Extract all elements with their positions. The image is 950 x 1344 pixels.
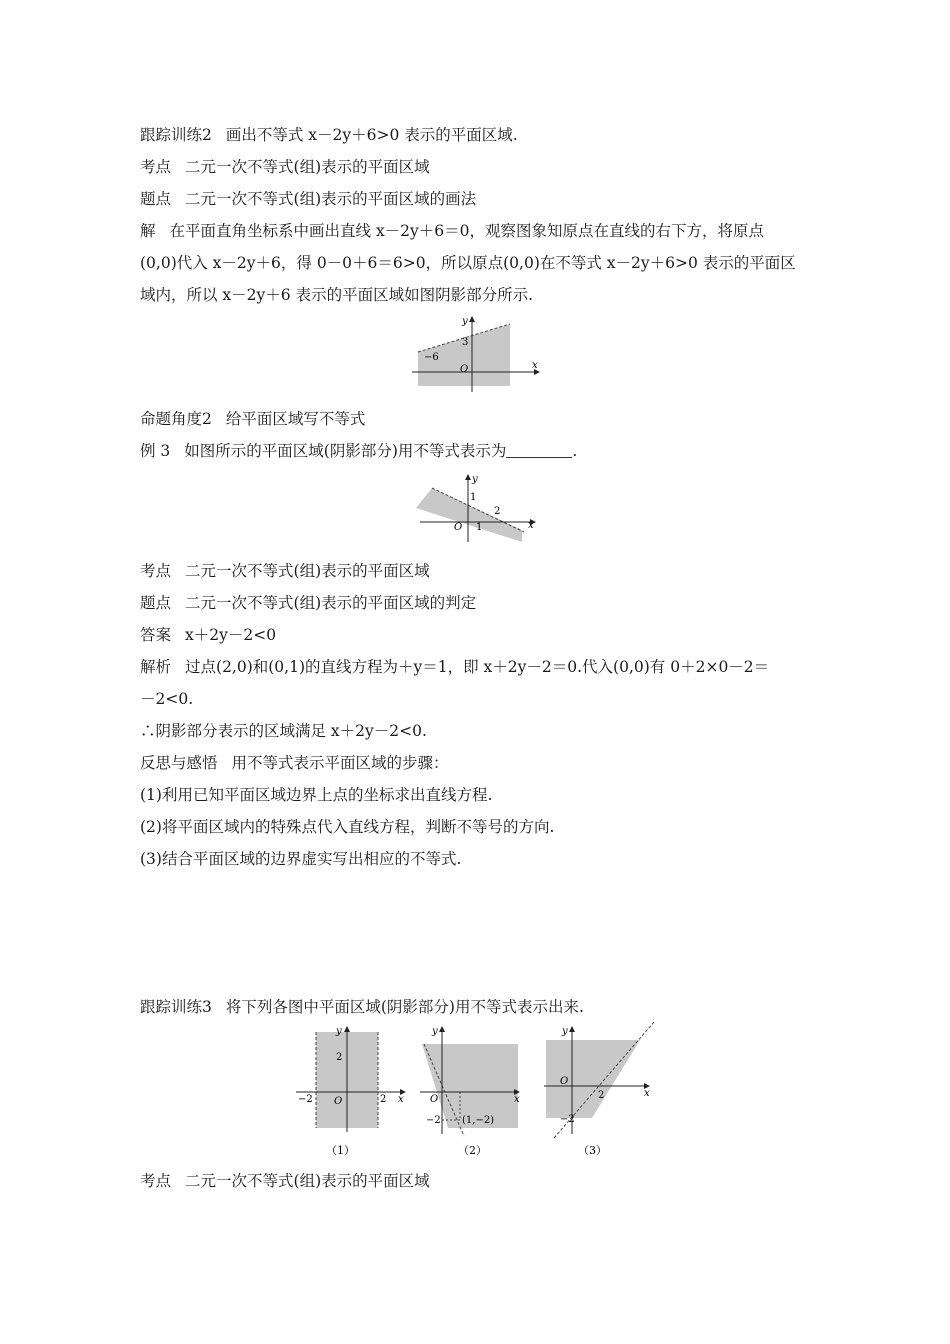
tidian-label: 题点 xyxy=(140,594,172,612)
practice3-figure-1 xyxy=(292,1022,412,1162)
example3-kaodian xyxy=(140,560,430,582)
y-label: y xyxy=(336,1026,342,1037)
tidian-label: 题点 xyxy=(140,190,172,208)
practice2-text: 画出不等式 x－2y＋6>0 表示的平面区域. xyxy=(225,126,518,144)
y-axis-arrow xyxy=(465,474,471,480)
kaodian-text: 二元一次不等式(组)表示的平面区域 xyxy=(185,1172,430,1190)
y-label: y xyxy=(462,316,468,327)
point-label: (1,−2) xyxy=(462,1115,495,1126)
kaodian-label: 考点 xyxy=(140,562,172,580)
y-label: y xyxy=(472,474,478,485)
practice2-solution-line-3: 域内，所以 x－2y＋6 表示的平面区域如图阴影部分所示. xyxy=(140,286,534,304)
x-label: x xyxy=(514,1094,520,1105)
example3-end: . xyxy=(572,442,578,460)
example3-reflection xyxy=(140,752,449,774)
top-label: 2 xyxy=(336,1052,343,1063)
practice2-label: 跟踪训练2 xyxy=(140,126,212,144)
angle2-text: 给平面区域写不等式 xyxy=(225,410,366,428)
practice2-figure xyxy=(410,312,550,394)
x-intercept-label: 2 xyxy=(494,506,501,517)
practice2-kaodian xyxy=(140,156,430,178)
left-label: −2 xyxy=(298,1094,313,1105)
step-1: (1)利用已知平面区域边界上点的坐标求出直线方程. xyxy=(140,786,493,804)
kaodian-text: 二元一次不等式(组)表示的平面区域 xyxy=(185,562,430,580)
example3-prompt xyxy=(140,440,577,462)
y-axis-arrow xyxy=(344,1026,350,1032)
practice2-prompt xyxy=(140,124,518,146)
origin-label: O xyxy=(460,364,469,375)
practice3-text: 将下列各图中平面区域(阴影部分)用不等式表示出来. xyxy=(225,998,584,1016)
y-label: y xyxy=(432,1026,438,1037)
kaodian-text: 二元一次不等式(组)表示的平面区域 xyxy=(185,158,430,176)
caption: （1） xyxy=(326,1144,355,1157)
analysis-text-1: 过点(2,0)和(0,1)的直线方程为＋y＝1，即 x＋2y－2＝0.代入(0,0)有 0＋2×0－2＝ xyxy=(185,658,770,676)
practice3-label: 跟踪训练3 xyxy=(140,998,212,1016)
neg2-label: −2 xyxy=(426,1115,441,1126)
answer-label: 答案 xyxy=(140,626,172,644)
example3-text: 如图所示的平面区域(阴影部分)用不等式表示为 xyxy=(184,442,507,460)
practice3-prompt xyxy=(140,996,584,1018)
solution-text-1: 在平面直角坐标系中画出直线 x－2y＋6＝0，观察图象知原点在直线的右下方，将原点 xyxy=(169,222,765,240)
caption: （3） xyxy=(578,1144,607,1157)
practice3-kaodian xyxy=(140,1170,430,1192)
example3-analysis-line-2: －2<0. xyxy=(140,690,194,708)
example3-figure xyxy=(410,470,550,550)
shaded-region xyxy=(416,488,522,542)
x-label: x xyxy=(528,520,534,531)
analysis-label: 解析 xyxy=(140,658,172,676)
practice2-tidian xyxy=(140,188,476,210)
example3-tidian xyxy=(140,592,476,614)
tidian-text: 二元一次不等式(组)表示的平面区域的画法 xyxy=(185,190,477,208)
example3-answer xyxy=(140,624,276,646)
x-label: x xyxy=(532,360,538,371)
origin-label: O xyxy=(334,1096,343,1107)
reflection-text: 用不等式表示平面区域的步骤： xyxy=(231,754,449,772)
step-3: (3)结合平面区域的边界虚实写出相应的不等式. xyxy=(140,850,462,868)
y-intercept-label: 1 xyxy=(470,492,477,503)
x-tick-label: 1 xyxy=(476,522,483,533)
answer-blank xyxy=(506,441,572,458)
practice2-solution-line-2: (0,0)代入 x－2y＋6，得 0－0＋6＝6>0，所以原点(0,0)在不等式 x－2y＋6>0 表示的平面区 xyxy=(140,254,796,272)
x-label: x xyxy=(644,1088,650,1099)
y-intercept-label: 3 xyxy=(462,337,469,348)
x-label: x xyxy=(398,1094,404,1105)
caption: （2） xyxy=(458,1144,487,1157)
origin-label: O xyxy=(454,522,463,533)
practice3-figure-3 xyxy=(540,1022,660,1162)
example3-therefore: ∴阴影部分表示的区域满足 x＋2y－2<0. xyxy=(140,722,427,740)
solution-label: 解 xyxy=(140,222,156,240)
kaodian-label: 考点 xyxy=(140,158,172,176)
practice3-figure-2 xyxy=(418,1022,528,1162)
x-intercept-label: −6 xyxy=(424,352,439,363)
example3-label: 例 3 xyxy=(140,442,171,460)
practice2-solution-line-1 xyxy=(140,220,764,242)
y-axis-arrow xyxy=(569,1026,575,1032)
example3-analysis-line-1 xyxy=(140,656,769,678)
angle2-label: 命题角度2 xyxy=(140,410,212,428)
origin-label: O xyxy=(560,1076,569,1087)
answer-text: x＋2y－2<0 xyxy=(185,626,277,644)
y-axis-arrow xyxy=(439,1026,445,1032)
x-intercept-label: 2 xyxy=(598,1090,605,1101)
angle2-heading xyxy=(140,408,365,430)
tidian-text: 二元一次不等式(组)表示的平面区域的判定 xyxy=(185,594,477,612)
origin-label: O xyxy=(430,1094,439,1105)
y-axis-arrow xyxy=(469,316,475,322)
right-label: 2 xyxy=(380,1094,387,1105)
reflection-label: 反思与感悟 xyxy=(140,754,218,772)
y-label: y xyxy=(562,1026,568,1037)
y-intercept-label: −2 xyxy=(560,1114,575,1125)
kaodian-label: 考点 xyxy=(140,1172,172,1190)
step-2: (2)将平面区域内的特殊点代入直线方程，判断不等号的方向. xyxy=(140,818,555,836)
